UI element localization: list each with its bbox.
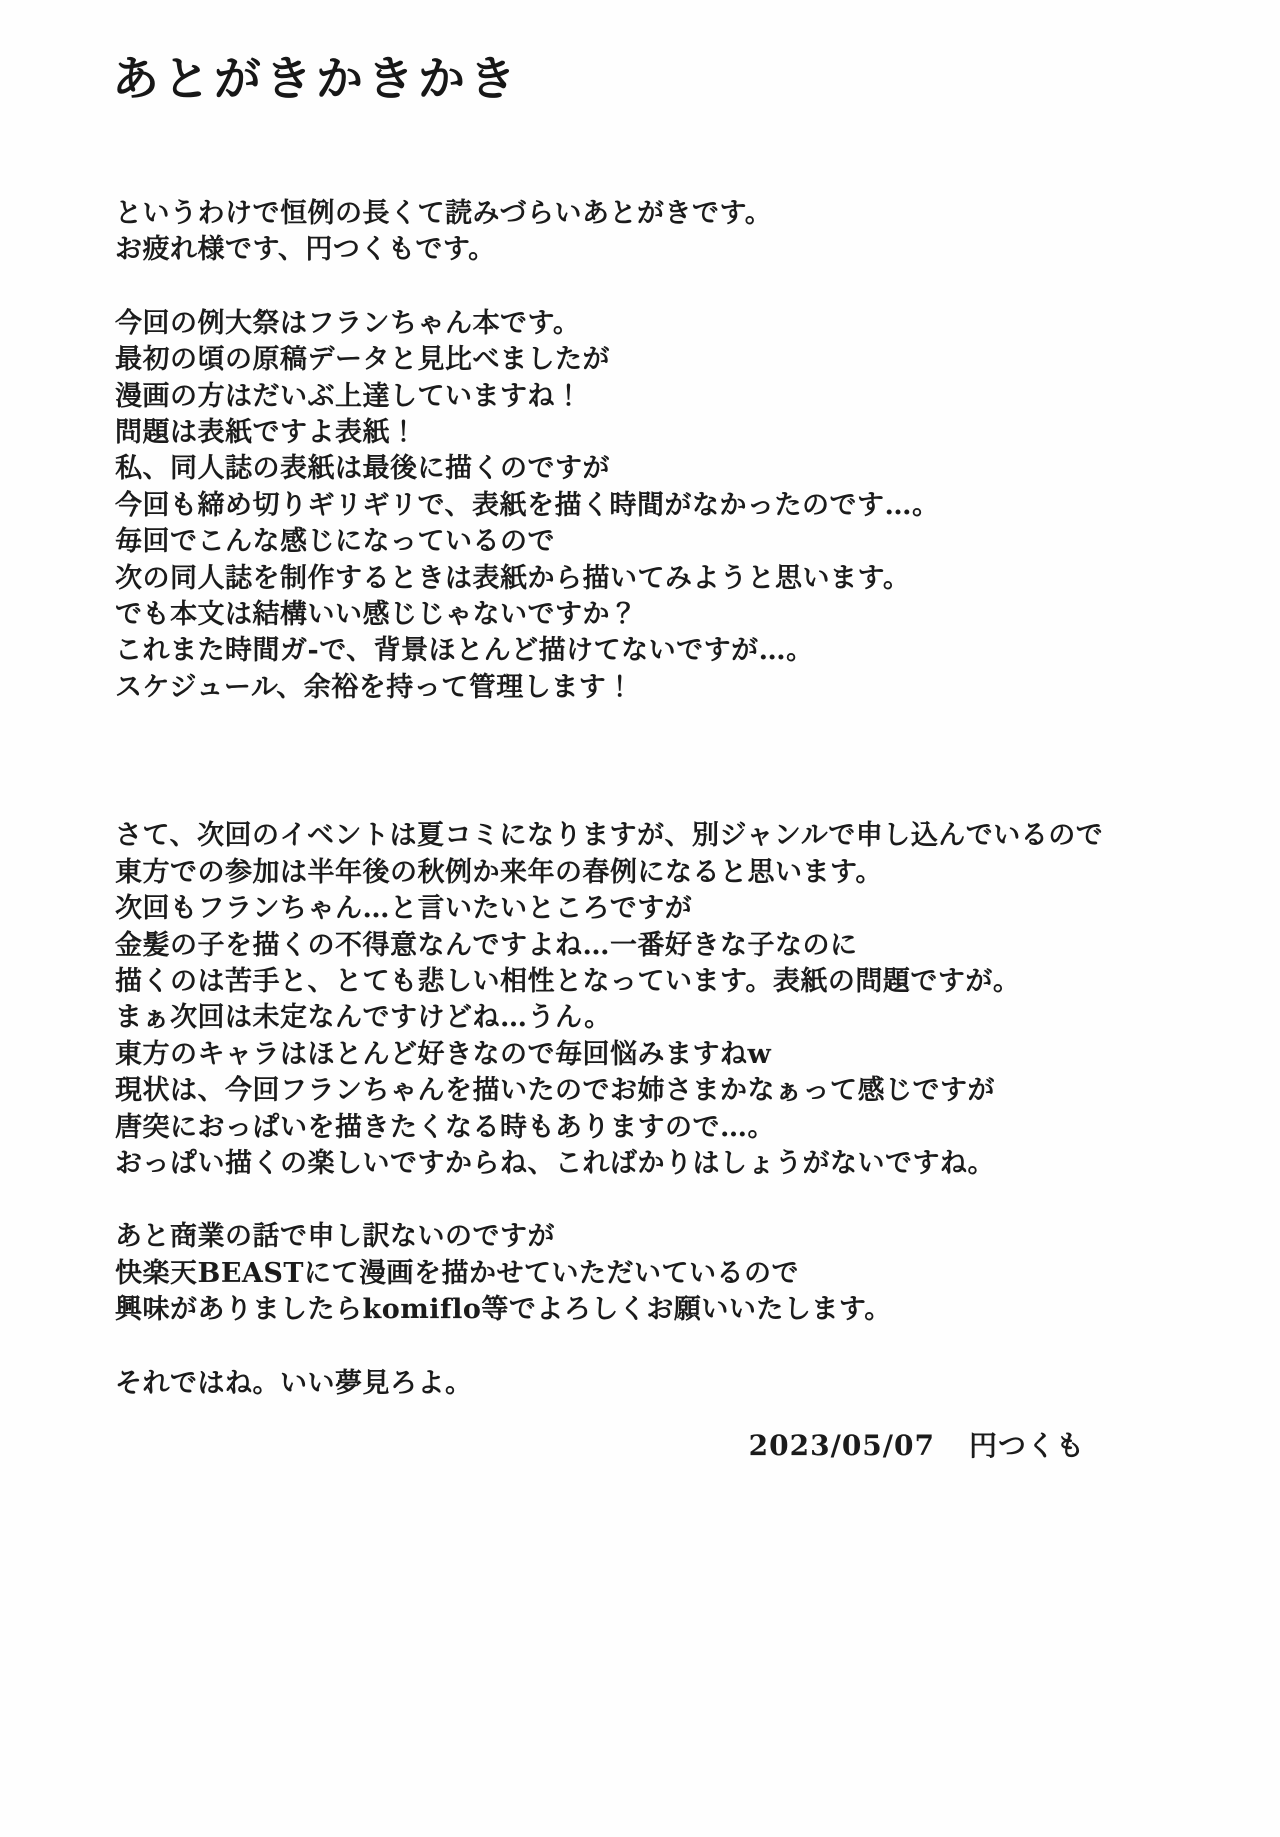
text-line: 金髪の子を描くの不得意なんですよね…一番好きな子なのに <box>115 929 858 961</box>
text-line: あと商業の話で申し訳ないのですが <box>115 1221 555 1253</box>
text-line: さて、次回のイベントは夏コミになりますが、別ジャンルで申し込んでいるので <box>115 820 1104 852</box>
text-line: 今回も締め切りギリギリで、表紙を描く時間がなかったのです…。 <box>115 489 940 521</box>
text-line: 次の同人誌を制作するときは表紙から描いてみようと思います。 <box>115 562 911 594</box>
text-line: 私、同人誌の表紙は最後に描くのですが <box>115 453 610 485</box>
text-line: まぁ次回は未定なんですけどね…うん。 <box>115 1002 612 1034</box>
text-line: 東方のキャラはほとんど好きなので毎回悩みますねw <box>115 1038 772 1070</box>
text-line: 最初の頃の原稿データと見比べましたが <box>115 344 610 376</box>
text-line: 今回の例大祭はフランちゃん本です。 <box>115 307 581 339</box>
text-line: 漫画の方はだいぶ上達していますね！ <box>115 380 583 412</box>
text-line: 次回もフランちゃん…と言いたいところですが <box>115 893 693 925</box>
text-line: 快楽天BEASTにて漫画を描かせていただいているので <box>115 1257 799 1289</box>
text-line: というわけで恒例の長くて読みづらいあとがきです。 <box>115 198 773 229</box>
text-line: お疲れ様です、円つくもです。 <box>115 234 496 266</box>
text-line: 唐突におっぱいを描きたくなる時もありますので…。 <box>115 1111 775 1143</box>
text-line: 問題は表紙ですよ表紙！ <box>115 417 418 449</box>
text-line: 描くのは苦手と、とても悲しい相性となっています。表紙の問題ですが。 <box>115 965 1021 997</box>
text-line: 興味がありましたらkomiflo等でよろしくお願いいたします。 <box>115 1294 892 1326</box>
signature <box>749 1424 1085 1464</box>
text-line: スケジュール、余裕を持って管理します！ <box>115 671 634 703</box>
text-line: おっぱい描くの楽しいですからね、こればかりはしょうがないですね。 <box>115 1147 995 1179</box>
text-line: これまた時間ガ-で、背景ほとんど描けてないですが…。 <box>115 635 814 667</box>
text-line: 現状は、今回フランちゃんを描いたのでお姉さまかなぁって感じですが <box>115 1075 995 1107</box>
text-line: 毎回でこんな感じになっているので <box>115 526 555 558</box>
paragraph <box>115 1219 1195 1328</box>
text-line: それではね。いい夢見ろよ。 <box>115 1367 473 1399</box>
paragraph <box>115 1366 1195 1402</box>
afterword-body <box>115 196 1195 1439</box>
text-line: 東方での参加は半年後の秋例か来年の春例になると思います。 <box>115 856 883 888</box>
signature-date: 2023/05/07 <box>748 1429 935 1462</box>
paragraph <box>115 306 1195 706</box>
signature-author: 円つくも <box>968 1429 1085 1462</box>
paragraph <box>115 196 1195 269</box>
paragraph <box>115 818 1195 1182</box>
text-line: でも本文は結構いい感じじゃないですか？ <box>115 599 638 631</box>
page-title: あとがきかきかき <box>112 52 520 107</box>
